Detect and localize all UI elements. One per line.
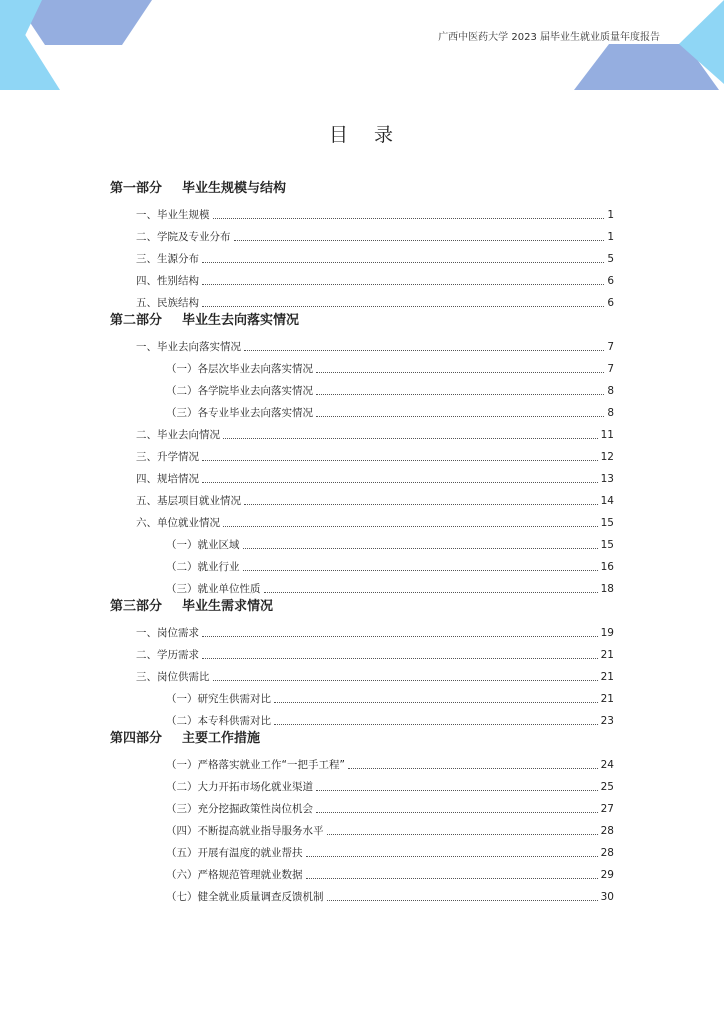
toc-dot-leader xyxy=(274,723,598,725)
toc-entry[interactable] xyxy=(110,200,614,222)
toc-dot-leader xyxy=(274,701,598,703)
toc-dot-leader xyxy=(243,547,598,549)
toc-entry[interactable] xyxy=(110,332,614,354)
toc-title: 目 录 xyxy=(328,124,404,146)
toc-entry-label: （二）大力开拓市场化就业渠道 xyxy=(166,781,313,793)
toc-entry-label: 一、毕业生规模 xyxy=(136,209,210,221)
toc-entry-label: 五、基层项目就业情况 xyxy=(136,495,241,507)
toc-dot-leader xyxy=(316,415,604,417)
toc-part-name: 毕业生去向落实情况 xyxy=(182,313,300,328)
toc-page-number: 25 xyxy=(600,781,614,793)
toc-entry-label: （五）开展有温度的就业帮扶 xyxy=(166,847,303,859)
toc-entry-label: （一）研究生供需对比 xyxy=(166,693,271,705)
toc-entry[interactable] xyxy=(110,750,614,772)
toc-entry-label: 三、升学情况 xyxy=(136,451,199,463)
toc-entry[interactable] xyxy=(110,684,614,706)
toc-dot-leader xyxy=(316,393,604,395)
toc-dot-leader xyxy=(327,899,598,901)
toc-entry[interactable] xyxy=(110,486,614,508)
toc-dot-leader xyxy=(306,855,598,857)
toc-entry[interactable] xyxy=(110,288,614,310)
toc-page-number: 7 xyxy=(607,363,614,375)
toc-entry-label: （一）就业区域 xyxy=(166,539,240,551)
toc-page-number: 8 xyxy=(607,385,614,397)
toc-dot-leader xyxy=(202,261,604,263)
toc-entry[interactable] xyxy=(110,530,614,552)
toc-entry[interactable] xyxy=(110,882,614,904)
toc-page-number: 16 xyxy=(600,561,614,573)
toc-dot-leader xyxy=(202,635,598,637)
toc-dot-leader xyxy=(244,349,604,351)
toc-dot-leader xyxy=(306,877,598,879)
toc-entry[interactable] xyxy=(110,244,614,266)
toc-entry[interactable] xyxy=(110,376,614,398)
toc-dot-leader xyxy=(202,481,598,483)
toc-entry[interactable] xyxy=(110,794,614,816)
table-of-contents xyxy=(110,178,614,904)
toc-entry-label: （六）严格规范管理就业数据 xyxy=(166,869,303,881)
toc-entry[interactable] xyxy=(110,266,614,288)
toc-part-name: 毕业生规模与结构 xyxy=(182,181,287,196)
toc-page-number: 15 xyxy=(600,517,614,529)
toc-entry-label: 二、毕业去向情况 xyxy=(136,429,220,441)
toc-dot-leader xyxy=(316,371,604,373)
toc-entry-label: （三）充分挖掘政策性岗位机会 xyxy=(166,803,313,815)
toc-part-name: 主要工作措施 xyxy=(182,731,261,746)
toc-entry[interactable] xyxy=(110,860,614,882)
toc-dot-leader xyxy=(202,305,604,307)
toc-page-number: 18 xyxy=(600,583,614,595)
toc-entry[interactable] xyxy=(110,222,614,244)
toc-dot-leader xyxy=(223,525,598,527)
toc-page-number: 7 xyxy=(607,341,614,353)
corner-decoration-top-left xyxy=(0,0,160,95)
toc-page-number: 19 xyxy=(600,627,614,639)
toc-dot-leader xyxy=(213,217,605,219)
toc-page-number: 11 xyxy=(600,429,614,441)
toc-entry[interactable] xyxy=(110,662,614,684)
toc-entry-label: （四）不断提高就业指导服务水平 xyxy=(166,825,324,837)
toc-entry[interactable] xyxy=(110,772,614,794)
toc-page-number: 8 xyxy=(607,407,614,419)
toc-page-number: 30 xyxy=(600,891,614,903)
toc-page-number: 27 xyxy=(600,803,614,815)
toc-page-number: 24 xyxy=(600,759,614,771)
toc-dot-leader xyxy=(348,767,598,769)
toc-page-number: 6 xyxy=(607,275,614,287)
toc-entry-label: （三）各专业毕业去向落实情况 xyxy=(166,407,313,419)
toc-part-number: 第四部分 xyxy=(110,731,163,746)
toc-entry-label: （七）健全就业质量调查反馈机制 xyxy=(166,891,324,903)
toc-dot-leader xyxy=(223,437,598,439)
toc-entry-label: （二）本专科供需对比 xyxy=(166,715,271,727)
toc-entry[interactable] xyxy=(110,354,614,376)
toc-dot-leader xyxy=(202,283,604,285)
toc-page-number: 23 xyxy=(600,715,614,727)
toc-entry-label: （二）就业行业 xyxy=(166,561,240,573)
toc-entry[interactable] xyxy=(110,816,614,838)
toc-page-number: 28 xyxy=(600,825,614,837)
toc-entry-label: （三）就业单位性质 xyxy=(166,583,261,595)
toc-entry-label: （一）严格落实就业工作“一把手工程” xyxy=(166,759,345,771)
toc-page-number: 12 xyxy=(600,451,614,463)
toc-entry[interactable] xyxy=(110,706,614,728)
report-header-title: 广西中医药大学 2023 届毕业生就业质量年度报告 xyxy=(438,32,660,43)
toc-dot-leader xyxy=(202,459,598,461)
toc-entry[interactable] xyxy=(110,508,614,530)
toc-entry-label: 四、性别结构 xyxy=(136,275,199,287)
toc-entry[interactable] xyxy=(110,398,614,420)
toc-dot-leader xyxy=(243,569,598,571)
toc-entry[interactable] xyxy=(110,640,614,662)
toc-page-number: 1 xyxy=(607,231,614,243)
toc-page-number: 14 xyxy=(600,495,614,507)
toc-dot-leader xyxy=(327,833,598,835)
toc-entry[interactable] xyxy=(110,420,614,442)
toc-entry[interactable] xyxy=(110,442,614,464)
toc-part-number: 第二部分 xyxy=(110,313,163,328)
toc-dot-leader xyxy=(202,657,598,659)
toc-entry[interactable] xyxy=(110,838,614,860)
toc-page-number: 21 xyxy=(600,671,614,683)
toc-dot-leader xyxy=(213,679,598,681)
toc-part-heading[interactable] xyxy=(110,728,614,750)
toc-dot-leader xyxy=(316,811,598,813)
toc-entry[interactable] xyxy=(110,552,614,574)
toc-entry-label: 三、岗位供需比 xyxy=(136,671,210,683)
toc-page-number: 1 xyxy=(607,209,614,221)
toc-entry-label: 一、岗位需求 xyxy=(136,627,199,639)
toc-part-heading[interactable] xyxy=(110,178,614,200)
toc-page-number: 29 xyxy=(600,869,614,881)
toc-dot-leader xyxy=(316,789,598,791)
toc-part-heading[interactable] xyxy=(110,310,614,332)
toc-entry-label: 一、毕业去向落实情况 xyxy=(136,341,241,353)
toc-entry[interactable] xyxy=(110,618,614,640)
toc-dot-leader xyxy=(244,503,598,505)
toc-page-number: 21 xyxy=(600,693,614,705)
toc-dot-leader xyxy=(234,239,605,241)
toc-entry-label: 五、民族结构 xyxy=(136,297,199,309)
toc-page-number: 6 xyxy=(607,297,614,309)
toc-page-number: 21 xyxy=(600,649,614,661)
toc-entry[interactable] xyxy=(110,574,614,596)
toc-part-number: 第一部分 xyxy=(110,181,163,196)
corner-decoration-top-right xyxy=(564,0,724,92)
toc-entry-label: 三、生源分布 xyxy=(136,253,199,265)
toc-entry-label: （二）各学院毕业去向落实情况 xyxy=(166,385,313,397)
toc-entry[interactable] xyxy=(110,464,614,486)
toc-page-number: 13 xyxy=(600,473,614,485)
toc-dot-leader xyxy=(264,591,598,593)
toc-entry-label: 四、规培情况 xyxy=(136,473,199,485)
toc-entry-label: （一）各层次毕业去向落实情况 xyxy=(166,363,313,375)
toc-entry-label: 六、单位就业情况 xyxy=(136,517,220,529)
toc-page-number: 28 xyxy=(600,847,614,859)
toc-page-number: 15 xyxy=(600,539,614,551)
toc-part-number: 第三部分 xyxy=(110,599,163,614)
toc-part-name: 毕业生需求情况 xyxy=(182,599,274,614)
toc-entry-label: 二、学历需求 xyxy=(136,649,199,661)
toc-page-number: 5 xyxy=(607,253,614,265)
toc-part-heading[interactable] xyxy=(110,596,614,618)
toc-entry-label: 二、学院及专业分布 xyxy=(136,231,231,243)
